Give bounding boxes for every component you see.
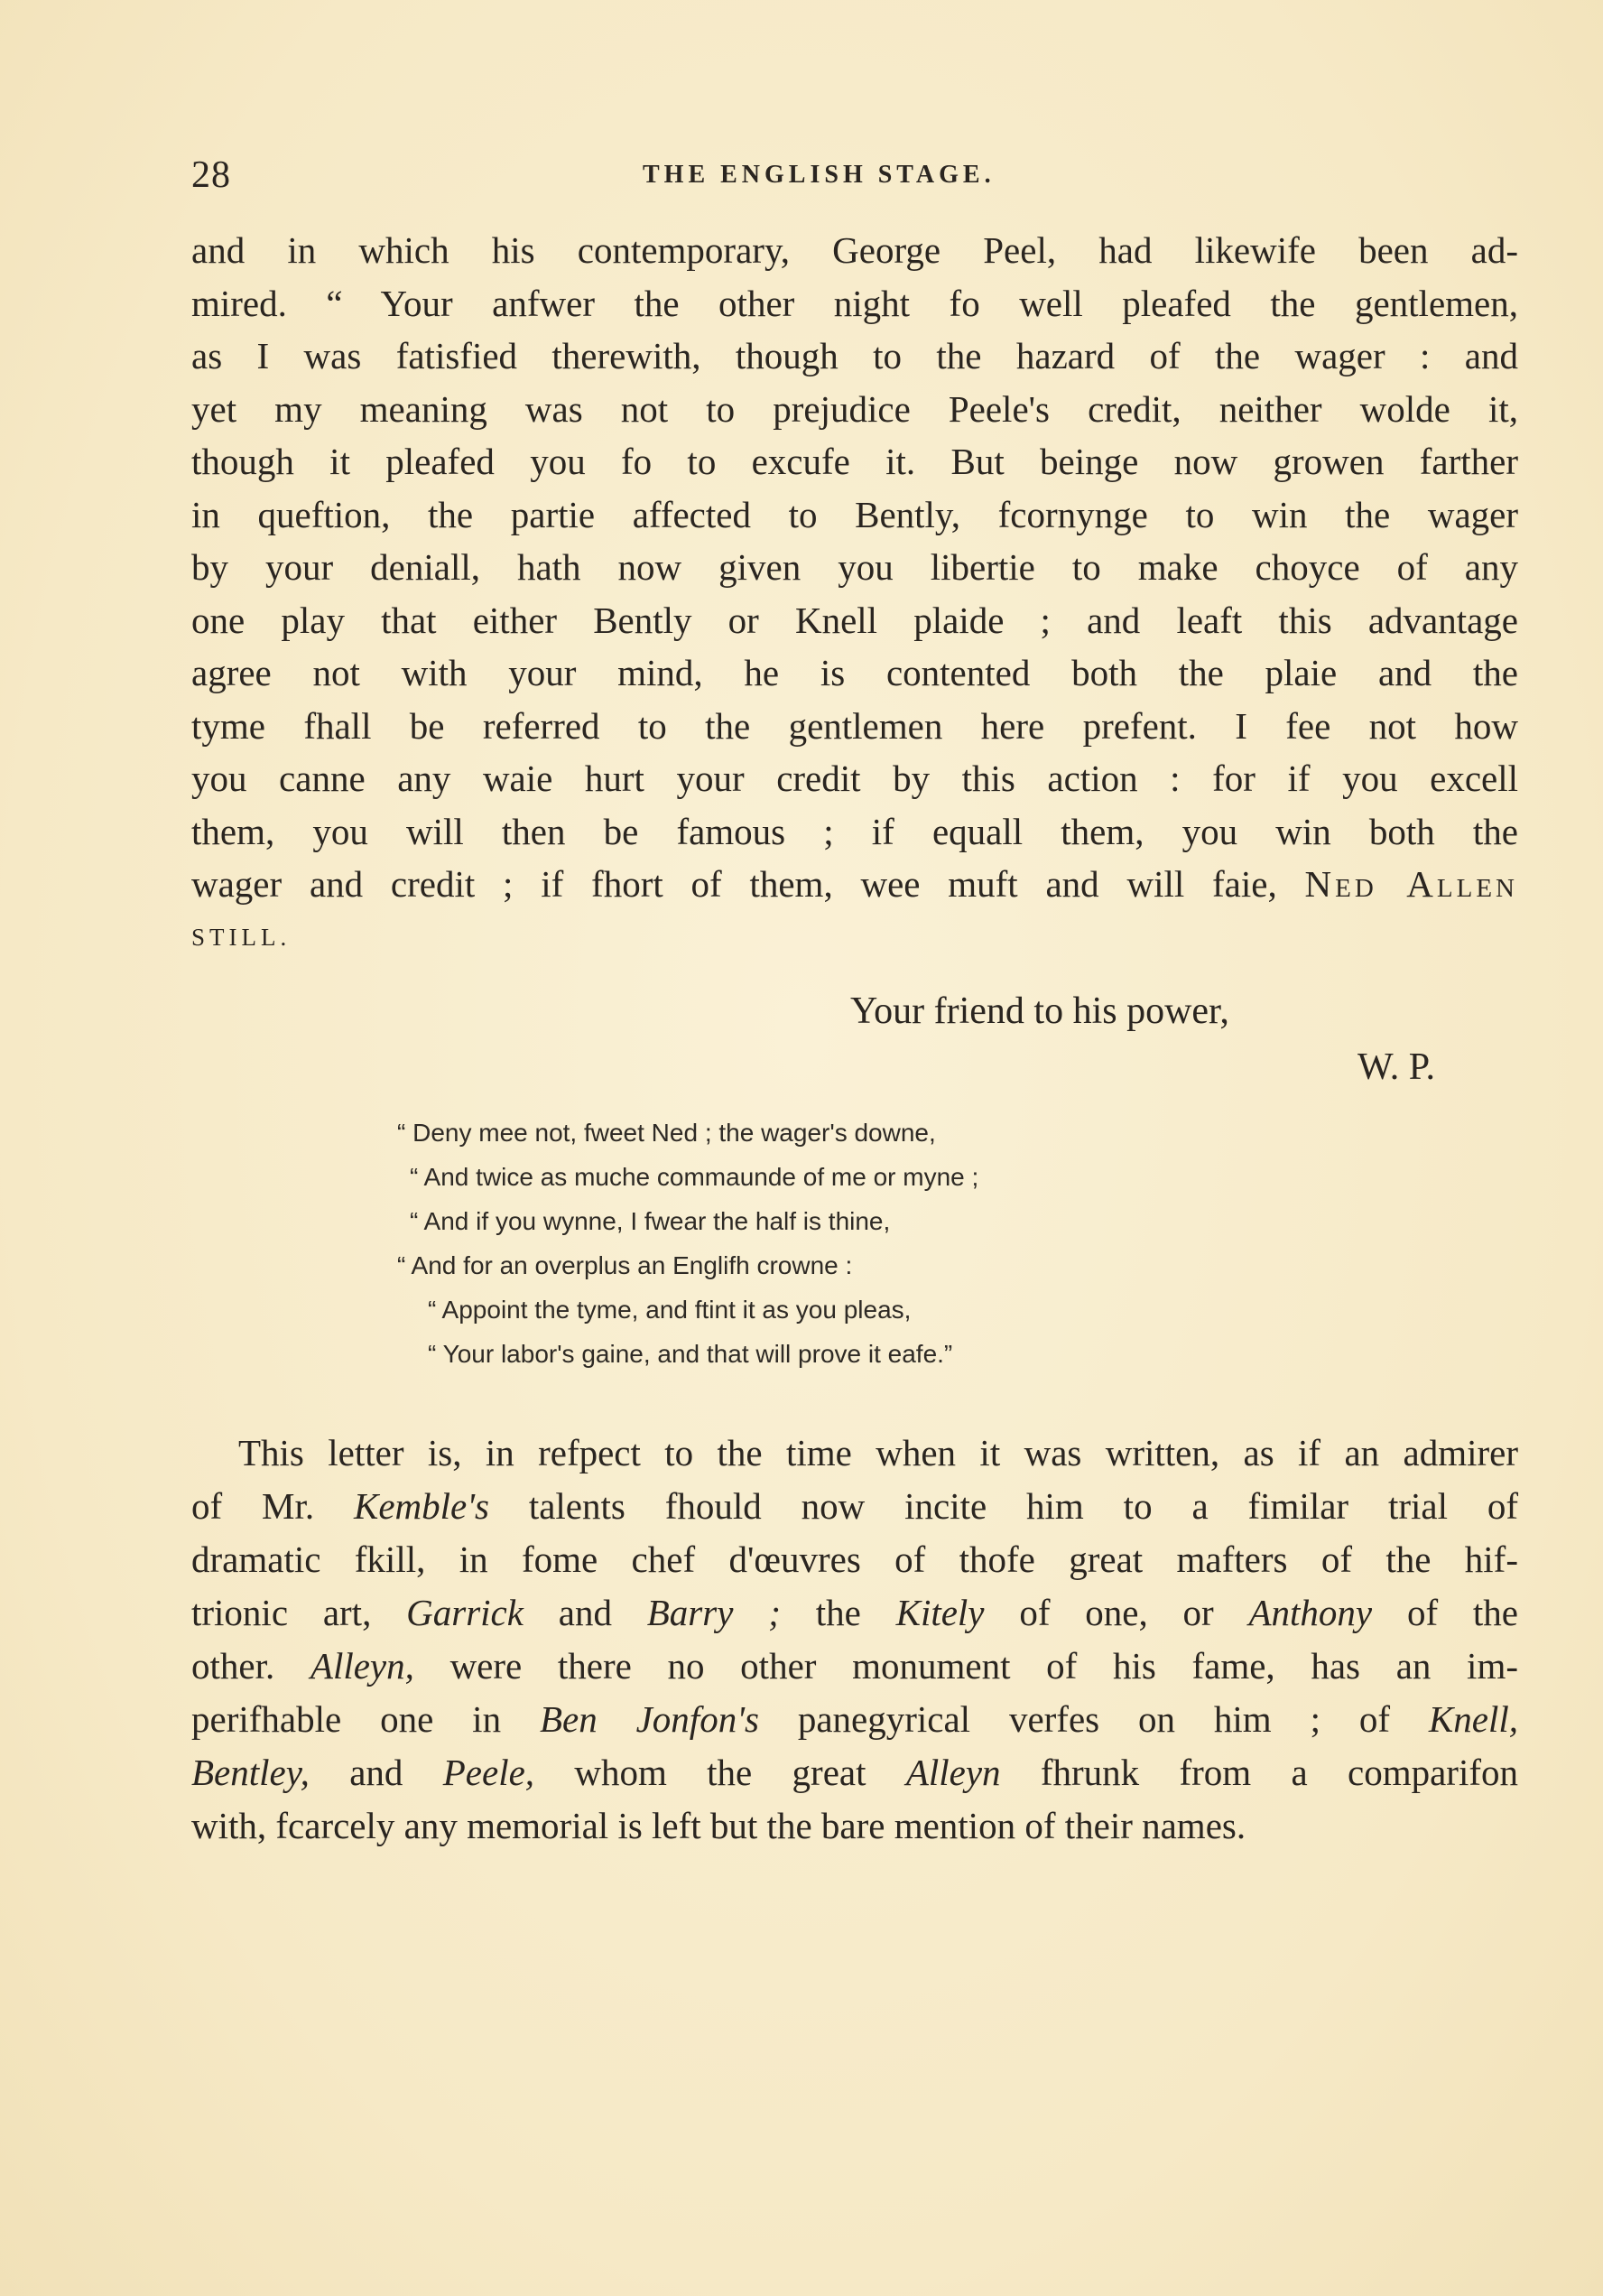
- italic-name: Knell,: [1428, 1698, 1518, 1740]
- italic-name: Peele,: [442, 1752, 535, 1793]
- italic-name: Ben Jonfon's: [539, 1698, 759, 1740]
- text-part: panegyrical verfes on him ; of: [758, 1698, 1429, 1740]
- text-line: yet my meaning was not to prejudice Peele's credit, neither wolde it,: [191, 387, 1518, 430]
- text-part: perifhable one in: [191, 1698, 540, 1740]
- text-line: dramatic fkill, in fome chef d'œuvres of thofe great mafters of the hif-: [191, 1538, 1518, 1580]
- verse-line: “ And if you wynne, I fwear the half is thine,: [410, 1207, 891, 1235]
- still-word: STILL.: [191, 923, 292, 951]
- text-line: [191, 1640, 1518, 1693]
- verse-quote: [397, 1111, 1209, 1376]
- text-part: fhrunk from a comparifon: [1000, 1752, 1519, 1793]
- text-part: trionic art,: [191, 1592, 407, 1633]
- text-line: in queftion, the partie affected to Bently, fcornynge to win the wager: [191, 493, 1518, 535]
- italic-name: Alleyn,: [310, 1645, 414, 1687]
- text-line: This letter is, in refpect to the time when it was written, as if an admirer: [238, 1432, 1518, 1473]
- text-line: agree not with your mind, he is contented both the plaie and the: [191, 652, 1518, 693]
- verse-line: “ And for an overplus an Englifh crowne :: [397, 1251, 853, 1279]
- page-number: 28: [191, 154, 231, 196]
- text-line: one play that either Bently or Knell plaide ; and leaft this advantage: [191, 599, 1518, 641]
- verse-line: “ And twice as muche commaunde of me or myne ;: [410, 1163, 979, 1191]
- italic-name: Alleyn: [905, 1752, 1001, 1793]
- italic-name: Kitely: [895, 1592, 985, 1633]
- italic-name: Anthony: [1248, 1592, 1373, 1633]
- text-part: whom the great: [534, 1752, 906, 1793]
- text-part: and: [309, 1752, 443, 1793]
- text-line: and in which his contemporary, George Peel, had likewife been ad-: [191, 229, 1518, 271]
- text-part: the: [780, 1592, 896, 1633]
- ned-allen-name: Ned Allen: [1304, 863, 1518, 905]
- letter-paragraph: [191, 224, 1518, 963]
- text-part: of the: [1372, 1592, 1518, 1633]
- text-line: tyme fhall be referred to the gentlemen here prefent. I fee not how: [191, 704, 1518, 747]
- italic-name: Kemble's: [353, 1485, 489, 1527]
- verse-line: “ Your labor's gaine, and that will prove it eafe.”: [428, 1340, 953, 1368]
- text-part: talents fhould now incite him to a fimilar trial of: [488, 1485, 1518, 1527]
- text-line-part: wager and credit ; if fhort of them, wee muft and will faie,: [191, 863, 1305, 905]
- text-part: of one, or: [984, 1592, 1249, 1633]
- text-line: [191, 1693, 1518, 1746]
- text-line: [191, 1480, 1518, 1533]
- text-line: [191, 1586, 1518, 1640]
- page-header: [191, 153, 1455, 199]
- text-part: were there no other monument of his fame, has an im-: [413, 1645, 1518, 1687]
- text-line: [191, 1746, 1518, 1799]
- italic-name: Barry ;: [646, 1592, 781, 1633]
- text-line: [191, 858, 1518, 911]
- verse-line: “ Appoint the tyme, and ftint it as you pleas,: [428, 1296, 912, 1324]
- text-line: them, you will then be famous ; if equall them, you win both the: [191, 810, 1518, 852]
- italic-name: Bentley,: [191, 1752, 310, 1793]
- verse-line: “ Deny mee not, fweet Ned ; the wager's downe,: [397, 1119, 936, 1147]
- closing-line: Your friend to his power,: [850, 990, 1229, 1032]
- text-line: though it pleafed you fo to excufe it. But beinge now growen farther: [191, 441, 1518, 482]
- text-part: of Mr.: [191, 1485, 354, 1527]
- text-line: as I was fatisfied therewith, though to the hazard of the wager : and: [191, 335, 1518, 376]
- running-head: THE ENGLISH STAGE.: [643, 161, 996, 189]
- text-line: mired. “ Your anfwer the other night fo well pleafed the gentlemen,: [191, 282, 1518, 324]
- commentary-paragraph: [191, 1427, 1518, 1853]
- text-line: with, fcarcely any memorial is left but the bare mention of their names.: [191, 1805, 1246, 1846]
- text-line: by your deniall, hath now given you libertie to make choyce of any: [191, 546, 1518, 588]
- italic-name: Garrick: [406, 1592, 524, 1633]
- text-part: and: [523, 1592, 647, 1633]
- text-part: other.: [191, 1645, 310, 1687]
- signature-initials: W. P.: [1357, 1046, 1435, 1088]
- text-line: you canne any waie hurt your credit by this action : for if you excell: [191, 758, 1518, 799]
